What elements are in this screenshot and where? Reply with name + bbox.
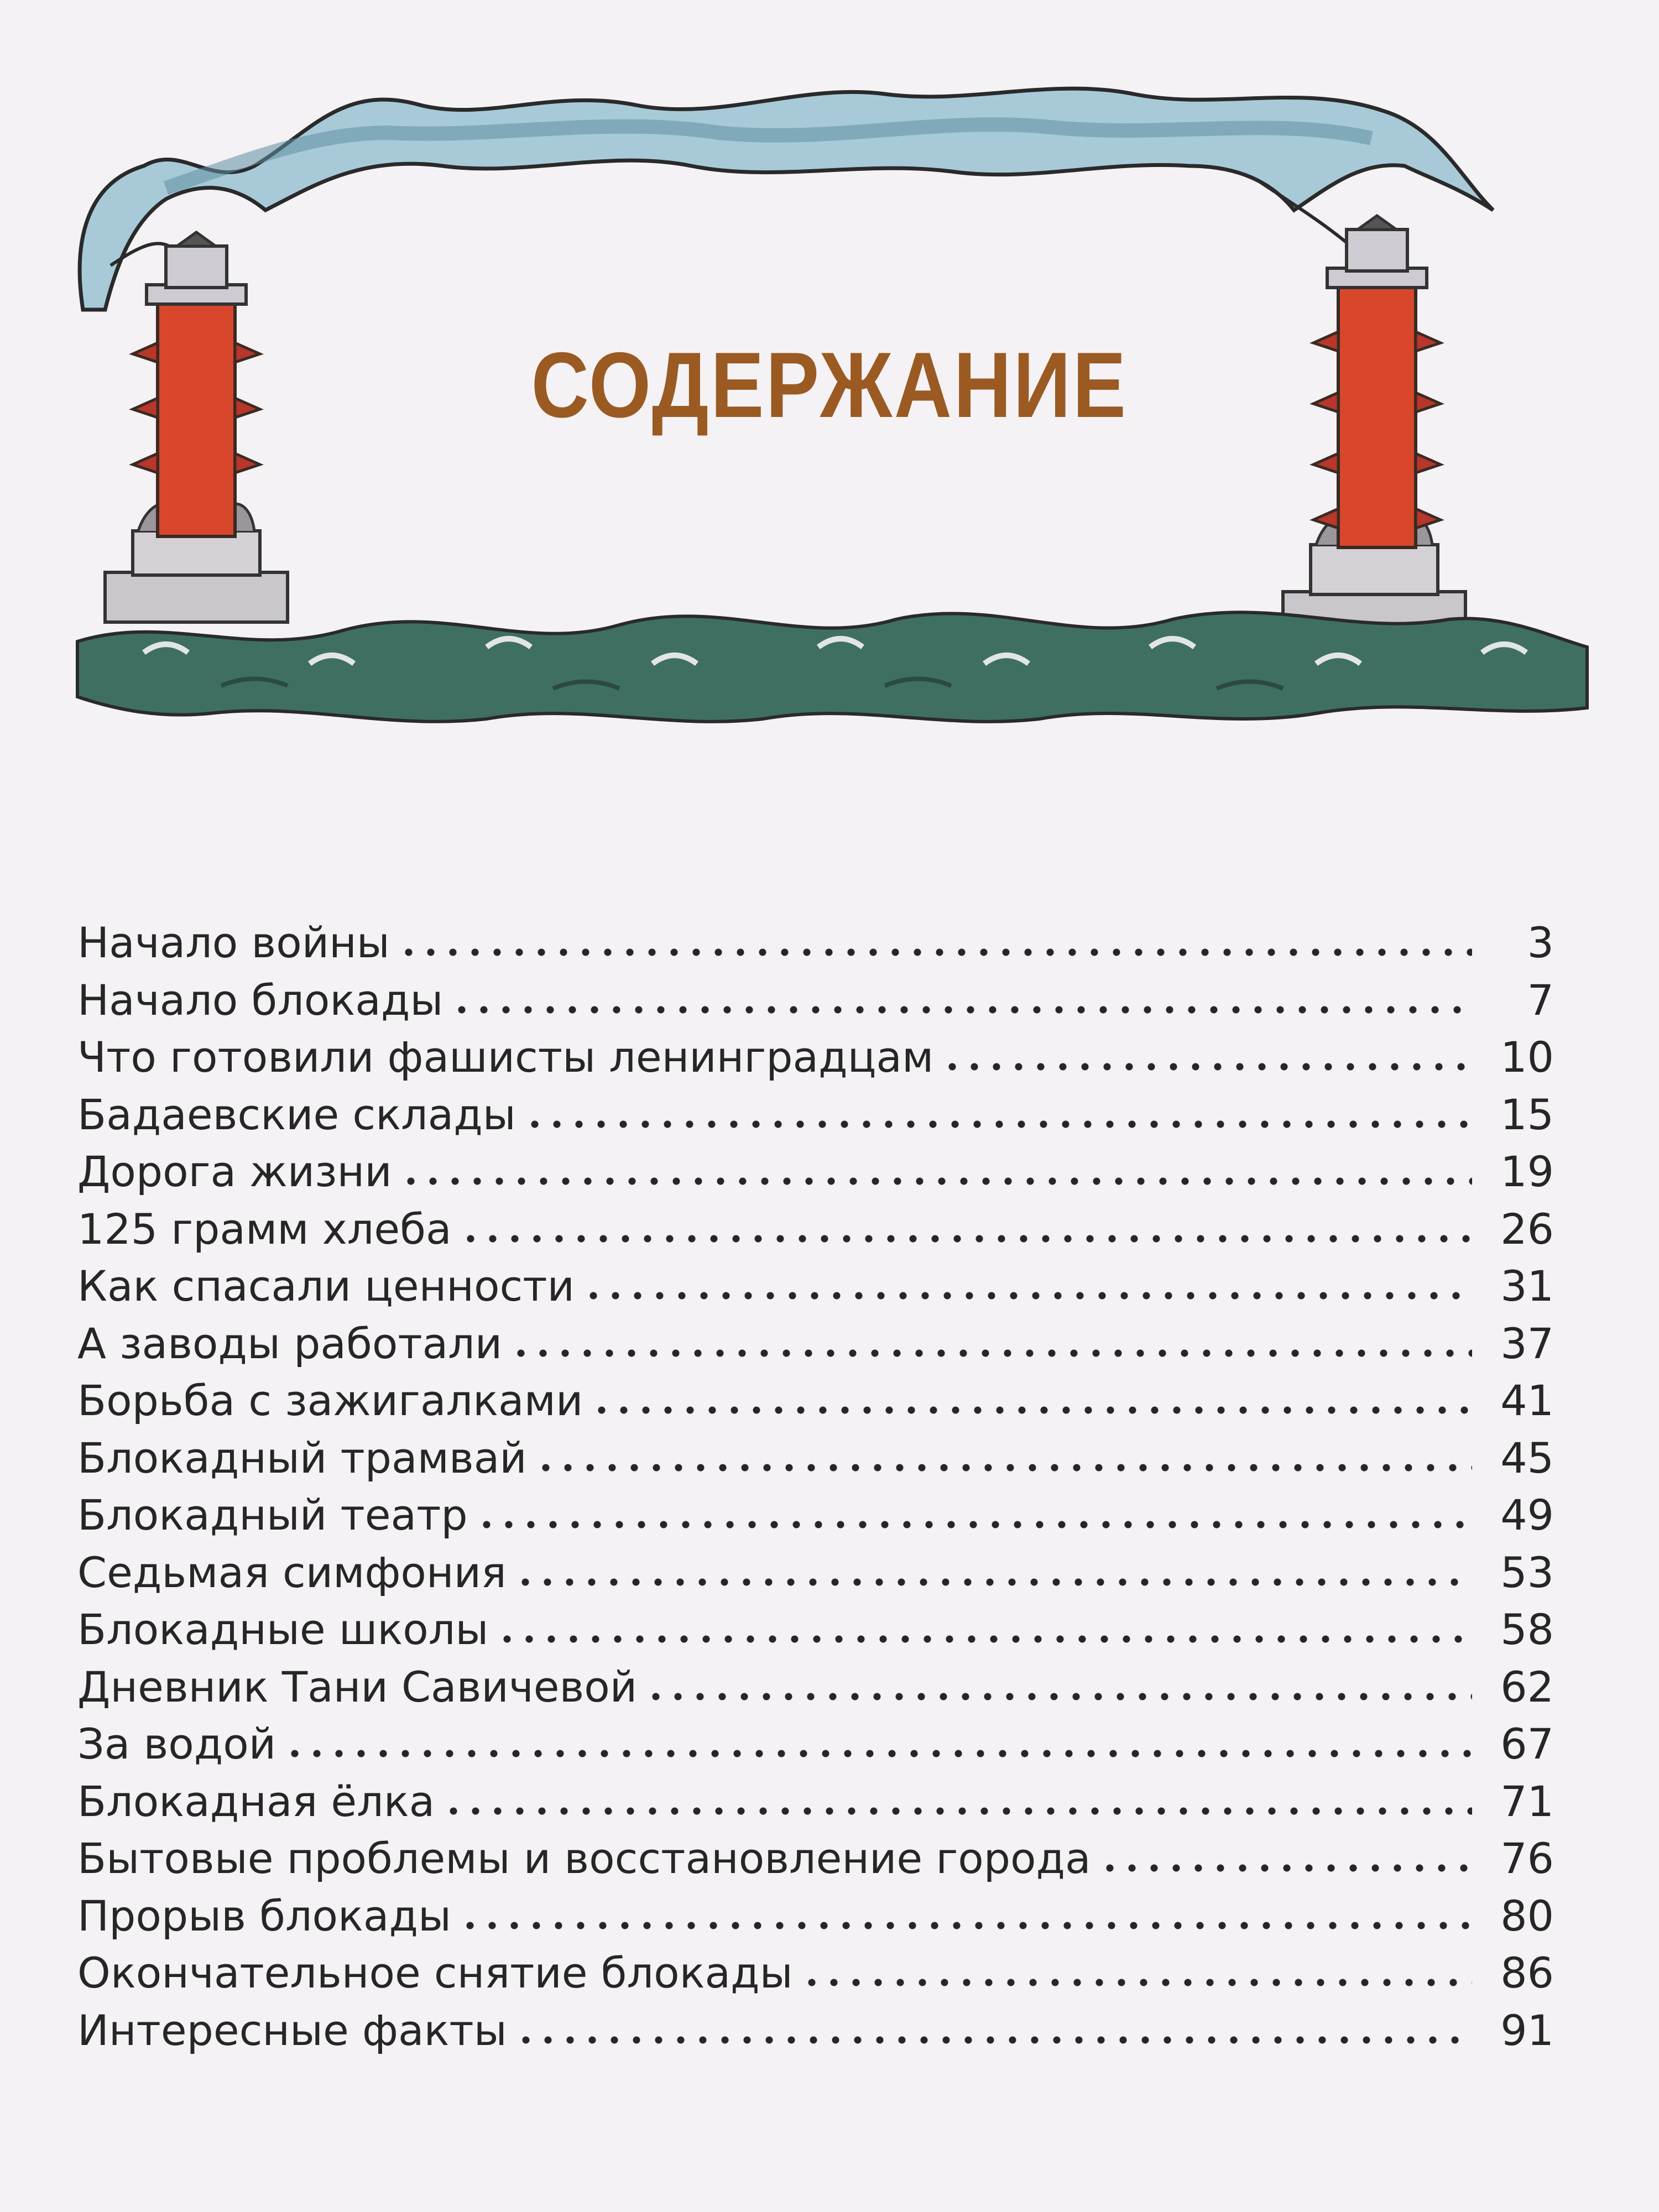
dot-leader [514, 1578, 1472, 1586]
toc-entry-title: Окончательное снятие блокады [77, 1948, 793, 1997]
toc-entry-page: 7 [1527, 975, 1554, 1025]
toc-entry-title: Интересные факты [77, 2005, 507, 2055]
toc-entry-title: Как спасали ценности [77, 1261, 575, 1311]
toc-entry [77, 1891, 1554, 1949]
toc-entry-title: Начало блокады [77, 975, 444, 1025]
dot-leader [442, 1807, 1472, 1815]
dot-leader [582, 1292, 1472, 1300]
toc-entry-page: 62 [1500, 1662, 1554, 1712]
toc-entry-page: 10 [1500, 1032, 1554, 1082]
toc-entry-title: Блокадный трамвай [77, 1433, 527, 1483]
toc-entry [77, 1605, 1554, 1662]
toc-entry-page: 3 [1527, 918, 1554, 967]
toc-entry [77, 918, 1554, 975]
dot-leader [284, 1750, 1472, 1757]
ribbon-banner [80, 88, 1493, 310]
dot-leader [535, 1464, 1472, 1472]
toc-entry [77, 1261, 1554, 1319]
toc-entry-page: 26 [1500, 1204, 1554, 1254]
dot-leader [398, 948, 1472, 956]
toc-entry [77, 2006, 1554, 2063]
dot-leader [459, 1922, 1472, 1929]
toc-entry-title: 125 грамм хлеба [77, 1204, 452, 1254]
toc-entry [77, 1032, 1554, 1090]
toc-entry-page: 19 [1500, 1147, 1554, 1196]
toc-entry-title: Что готовили фашисты ленинградцам [77, 1032, 934, 1082]
dot-leader [400, 1177, 1472, 1185]
dot-leader [515, 2036, 1472, 2044]
toc-entry-title: Начало войны [77, 918, 390, 967]
dot-leader [645, 1693, 1472, 1700]
toc-entry [77, 1719, 1554, 1777]
toc-entry-page: 49 [1500, 1490, 1554, 1540]
toc-entry [77, 1319, 1554, 1376]
toc-entry-page: 67 [1500, 1719, 1554, 1768]
toc-entry-page: 91 [1500, 2005, 1554, 2055]
dot-leader [524, 1120, 1472, 1128]
toc-entry-title: Прорыв блокады [77, 1891, 452, 1940]
dot-leader [510, 1349, 1472, 1357]
toc-entry [77, 1376, 1554, 1433]
toc-entry-title: Блокадные школы [77, 1605, 489, 1654]
toc-entry [77, 1777, 1554, 1834]
toc-entry-page: 80 [1500, 1891, 1554, 1940]
table-of-contents [77, 918, 1554, 2063]
toc-entry [77, 1548, 1554, 1605]
toc-entry [77, 1147, 1554, 1204]
dot-leader [451, 1006, 1472, 1014]
toc-entry-page: 86 [1500, 1948, 1554, 1997]
dot-leader [591, 1406, 1472, 1414]
toc-entry-page: 31 [1500, 1261, 1554, 1311]
toc-entry-title: Блокадный театр [77, 1490, 468, 1540]
toc-entry [77, 1834, 1554, 1891]
toc-entry-page: 71 [1500, 1776, 1554, 1826]
toc-entry [77, 1948, 1554, 2006]
toc-entry-page: 41 [1500, 1376, 1554, 1425]
toc-entry-page: 53 [1500, 1547, 1554, 1597]
toc-entry-title: Дневник Тани Савичевой [77, 1662, 638, 1712]
toc-entry [77, 1433, 1554, 1491]
toc-entry-page: 76 [1500, 1834, 1554, 1883]
toc-entry-title: Дорога жизни [77, 1147, 392, 1196]
toc-entry-title: За водой [77, 1719, 276, 1768]
toc-entry [77, 1490, 1554, 1548]
toc-entry-title: Блокадная ёлка [77, 1776, 435, 1826]
dot-leader [941, 1063, 1472, 1071]
toc-entry [77, 1090, 1554, 1147]
toc-entry [77, 1662, 1554, 1720]
toc-entry-page: 15 [1500, 1089, 1554, 1139]
dot-leader [476, 1521, 1472, 1528]
toc-entry-title: Бытовые проблемы и восстановление города [77, 1834, 1091, 1883]
toc-entry-page: 45 [1500, 1433, 1554, 1483]
toc-entry-page: 37 [1500, 1318, 1554, 1368]
page-title: СОДЕРЖАНИЕ [531, 333, 1128, 437]
river-water [77, 612, 1587, 722]
toc-entry-title: А заводы работали [77, 1318, 503, 1368]
toc-entry-title: Седьмая симфония [77, 1547, 507, 1597]
dot-leader [801, 1979, 1472, 1986]
dot-leader [460, 1235, 1472, 1243]
toc-entry-title: Борьба с зажигалками [77, 1376, 583, 1425]
dot-leader [496, 1635, 1472, 1643]
toc-entry [77, 975, 1554, 1033]
dot-leader [1099, 1864, 1472, 1872]
toc-entry [77, 1204, 1554, 1262]
toc-entry-page: 58 [1500, 1605, 1554, 1654]
toc-entry-title: Бадаевские склады [77, 1089, 516, 1139]
